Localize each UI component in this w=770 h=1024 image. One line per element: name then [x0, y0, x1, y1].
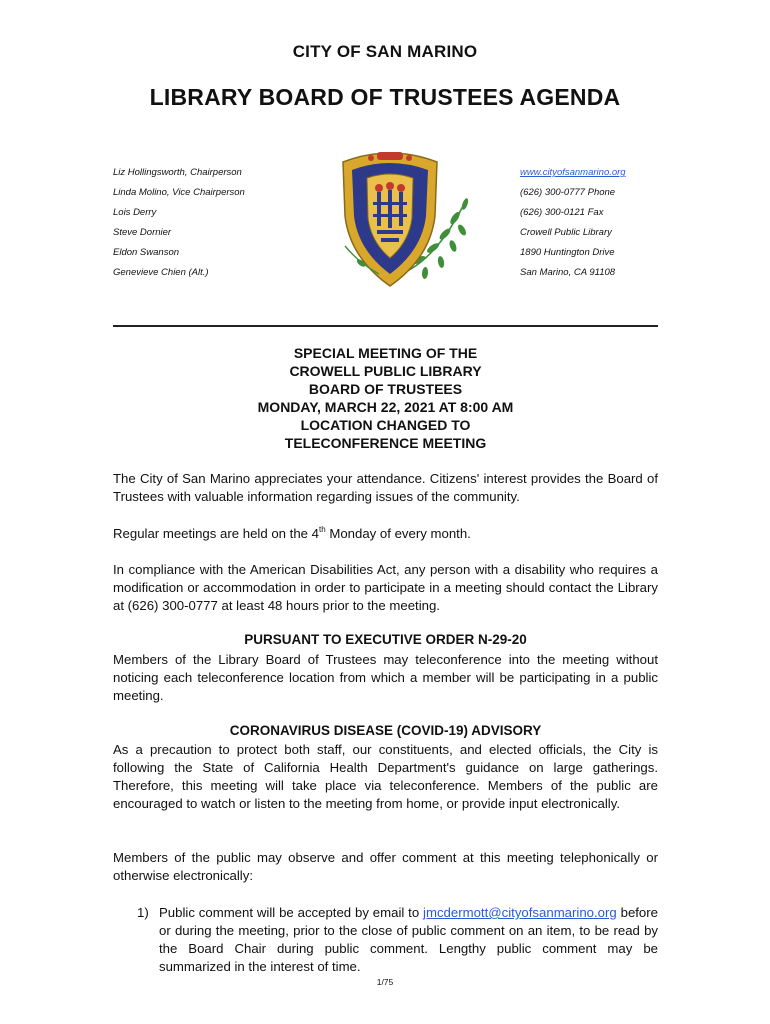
trustee-list	[113, 166, 245, 286]
covid-advisory-paragraph: As a precaution to protect both staff, our constituents, and elected officials, the City is following the State of California Health Department's guidance on large gatherings. Therefore, this meeting will take place via teleconference. Members of the public are encouraged to watch or listen to the meeting from home, or provide input electronically.	[113, 742, 658, 811]
email-link[interactable]: jmcdermott@cityofsanmarino.org	[423, 905, 617, 920]
trustee-member: Steve Dornier	[113, 227, 172, 238]
fax-number: (626) 300-0121 Fax	[520, 207, 604, 218]
executive-order-paragraph: Members of the Library Board of Trustees may teleconference into the meeting without noticing each teleconference location from which a member will be participating in a public meeting.	[113, 652, 658, 703]
phone-number: (626) 300-0777 Phone	[520, 187, 616, 198]
city-state-zip: San Marino, CA 91108	[520, 267, 616, 278]
regular-meetings-paragraph: Regular meetings are held on the 4th Monday of every month.	[113, 524, 471, 541]
ada-paragraph: In compliance with the American Disabilities Act, any person with a disability who requires a modification or accommodation in order to participate in a meeting should contact the Library at (626) 300-0777 at least 48 hours prior to the meeting.	[113, 562, 658, 613]
meeting-heading: SPECIAL MEETING OF THE CROWELL PUBLIC LIBRARY BOARD OF TRUSTEES MONDAY, MARCH 22, 2021 AT 8:00 AM LOCATION CHANGED TO TELECONFERENCE MEETING	[113, 344, 658, 452]
header-divider	[113, 325, 658, 327]
trustee-member: Lois Derry	[113, 207, 157, 218]
city-seal-logo	[305, 146, 475, 296]
covid-advisory-heading: CORONAVIRUS DISEASE (COVID-19) ADVISORY	[229, 723, 542, 738]
agenda-title: LIBRARY BOARD OF TRUSTEES AGENDA	[149, 84, 621, 110]
trustee-chair: Liz Hollingsworth, Chairperson	[113, 167, 242, 178]
meeting-date: MONDAY, MARCH 22, 2021 AT 8:00 AM	[257, 399, 514, 415]
contact-list	[520, 166, 626, 286]
library-name: Crowell Public Library	[520, 227, 612, 238]
trustee-alternate: Genevieve Chien (Alt.)	[113, 267, 209, 278]
appreciation-paragraph: The City of San Marino appreciates your attendance. Citizens' interest provides the Board of Trustees with valuable information regarding issues of the community.	[113, 471, 658, 504]
executive-order-heading: PURSUANT TO EXECUTIVE ORDER N-29-20	[244, 632, 527, 647]
list-item-number: 1)	[137, 905, 149, 920]
page-number: 1/75	[376, 977, 394, 987]
trustee-vice-chair: Linda Molino, Vice Chairperson	[113, 187, 245, 198]
city-title: CITY OF SAN MARINO	[292, 42, 478, 61]
list-item-text: Public comment will be accepted by email to jmcdermott@cityofsanmarino.org before or during the meeting, prior to the close of public comment on an item, to be read by the Board Chair during public comment. Lengthy public comment may be summarized in the interest of time.	[159, 905, 658, 974]
website-link[interactable]: www.cityofsanmarino.org	[520, 167, 626, 178]
public-observe-paragraph: Members of the public may observe and offer comment at this meeting telephonically or otherwise electronically:	[113, 850, 658, 883]
trustee-member: Eldon Swanson	[113, 247, 180, 258]
street-address: 1890 Huntington Drive	[520, 247, 615, 258]
